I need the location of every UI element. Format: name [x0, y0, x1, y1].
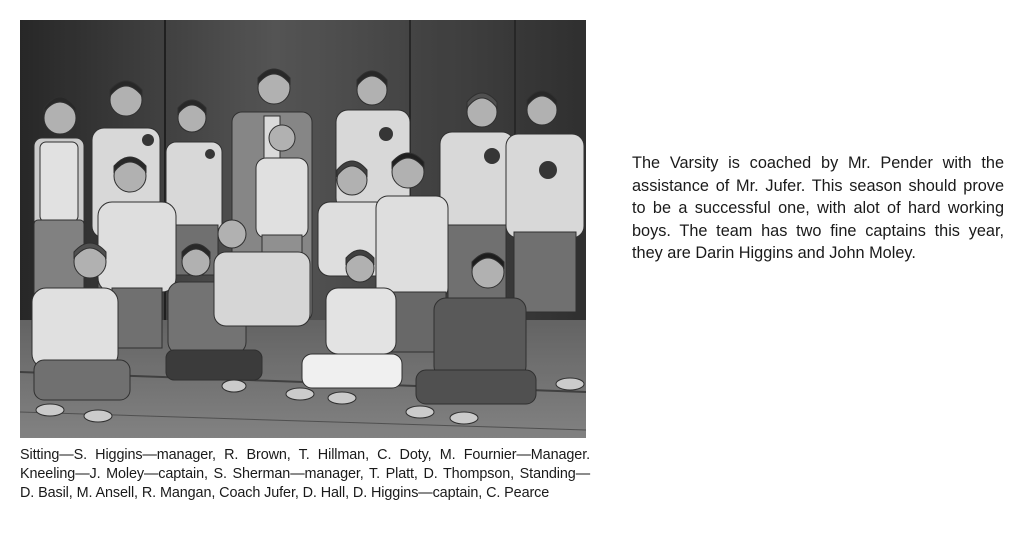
team-photo	[20, 20, 586, 438]
story-paragraph: The Varsity is coached by Mr. Pender with the assistance of Mr. Jufer. This season should prove to be a successful one, with alot of hard working boys. The team has two fine captains this year, they are Darin Higgins and John Moley.	[632, 154, 1004, 262]
photo-caption: Sitting—S. Higgins—manager, R. Brown, T. Hillman, C. Doty, M. Fournier—Manager. Kneeling—J. Moley—captain, S. Sherman—manager, T. Platt, D. Thompson, Standing—D. Basil, M. Ansell, R. Mangan, Coach Jufer, D. Hall, D. Higgins—captain, C. Pearce	[20, 447, 590, 501]
team-photo-illustration	[20, 20, 586, 438]
